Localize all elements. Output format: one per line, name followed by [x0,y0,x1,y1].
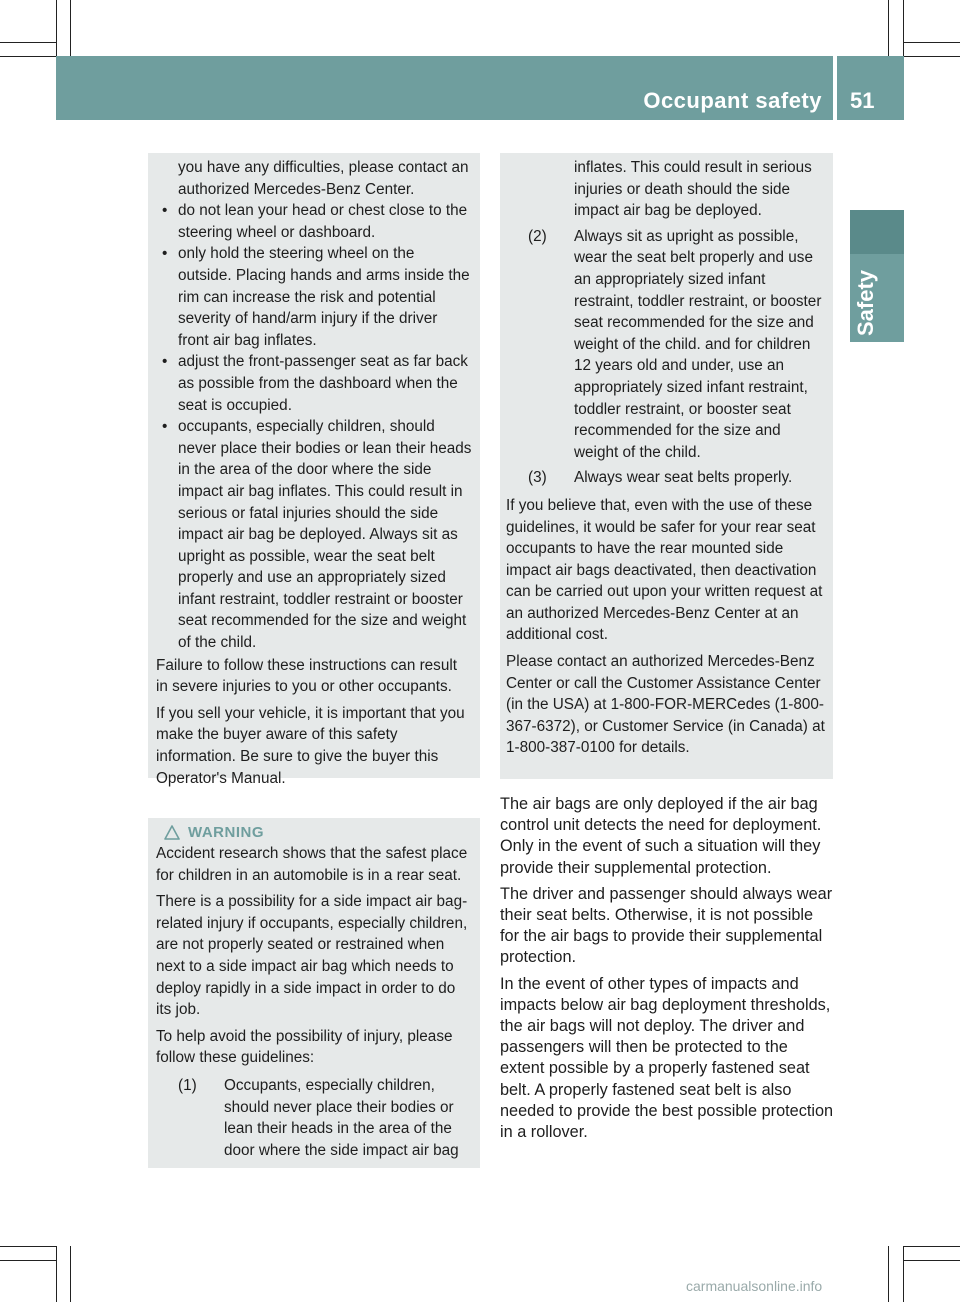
section-tab-label: Safety [853,269,878,336]
paragraph: In the event of other types of impacts and impacts below air bag deployment thresholds, the air bags will not deploy. The driver and passengers will then be protected to the extent possible by a properly fastened seat belt. A properly fastened seat belt is also needed to provide the best possible protection in a rollover. [500,974,834,1142]
paragraph: Please contact an authorized Mercedes-Benz Center or call the Customer Assistance Center (in the USA) at 1-800-FOR-MERCedes (1-800-367-6372), or Customer Service (in Canada) at 1-800-387-0100 for details. [506,653,825,757]
watermark: carmanualsonline.info [686,1278,823,1294]
header-divider [833,56,837,120]
warning-triangle-icon [164,825,180,840]
list-item: • only hold the steering wheel on the outside. Placing hands and arms inside the rim can increase the risk and potential severity of hand/arm injury if the driver front air bag inflates. [162,245,470,349]
numbered-item-continued: inflates. This could result in serious injuries or death should the side impact air bag be deployed. [574,159,812,220]
list-item: • occupants, especially children, should never place their bodies or lean their heads in the area of the door where the side impact air bag inflates. This could result in serious or fatal injuries should the side impact air bag be deployed. Always sit as upright as possible, wear the seat belt properly and use an appropriately sized infant restraint, toddler restraint or booster seat recommended for the size and weight of the child. [162,418,472,652]
paragraph: If you sell your vehicle, it is important that you make the buyer aware of this safety information. Be sure to give the buyer this Operator's Manual. [156,704,465,787]
numbered-item: (2) Always sit as upright as possible, wear the seat belt properly and use an appropriately sized infant restraint, toddler restraint, or booster seat recommended for the size and weight of the child. and for children 12 years old and under, use an appropriately sized infant restraint, toddler restraint, or booster seat recommended for the size and weight of the child. [528,227,822,461]
paragraph: Failure to follow these instructions can result in severe injuries to you or other occupants. [156,656,457,696]
section-tab-marker [850,210,904,254]
numbered-item: (1) Occupants, especially children, should never place their bodies or lean their heads in the area of the door where the side impact air bag [178,1076,459,1159]
body-text [500,794,834,1148]
guidelines-panel [500,153,833,779]
paragraph: Accident research shows that the safest place for children in an automobile is in a rear seat. [156,845,468,884]
bullet-icon: • [162,353,168,371]
bullet-icon: • [162,245,168,263]
list-item: • do not lean your head or chest close to the steering wheel or dashboard. [162,202,468,241]
page-number: 51 [850,88,875,113]
paragraph: There is a possibility for a side impact air bag-related injury if occupants, especially children, are not properly seated or restrained when next to a side impact air bag which needs to deploy rapidly in a side impact in order to do its job. [156,893,468,1019]
paragraph: If you believe that, even with the use of these guidelines, it would be safer for your rear seat occupants to have the rear mounted side impact air bags deactivated, then deactivation can be carried out upon your written request at an authorized Mercedes-Benz Center at an additional cost. [506,496,823,644]
paragraph: The air bags are only deployed if the air bag control unit detects the need for deployment. Only in the event of such a situation will they provide their supplemental protection. [500,795,822,877]
numbered-item: (3) Always wear seat belts properly. [528,469,793,487]
intro-text: you have any difficulties, please contact an authorized Mercedes-Benz Center. [178,159,469,198]
bullet-icon: • [162,418,168,436]
safety-info-panel [148,153,480,787]
warning-heading: WARNING [164,824,472,841]
paragraph: To help avoid the possibility of injury, please follow these guidelines: [156,1027,453,1067]
bullet-icon: • [162,202,168,220]
page-title: Occupant safety [643,88,822,113]
list-item: • adjust the front-passenger seat as far back as possible from the dashboard when the seat is occupied. [162,353,468,414]
warning-panel [148,818,480,1168]
paragraph: The driver and passenger should always wear their seat belts. Otherwise, it is not possible for the air bags to provide their supplemental protection. [500,884,833,967]
